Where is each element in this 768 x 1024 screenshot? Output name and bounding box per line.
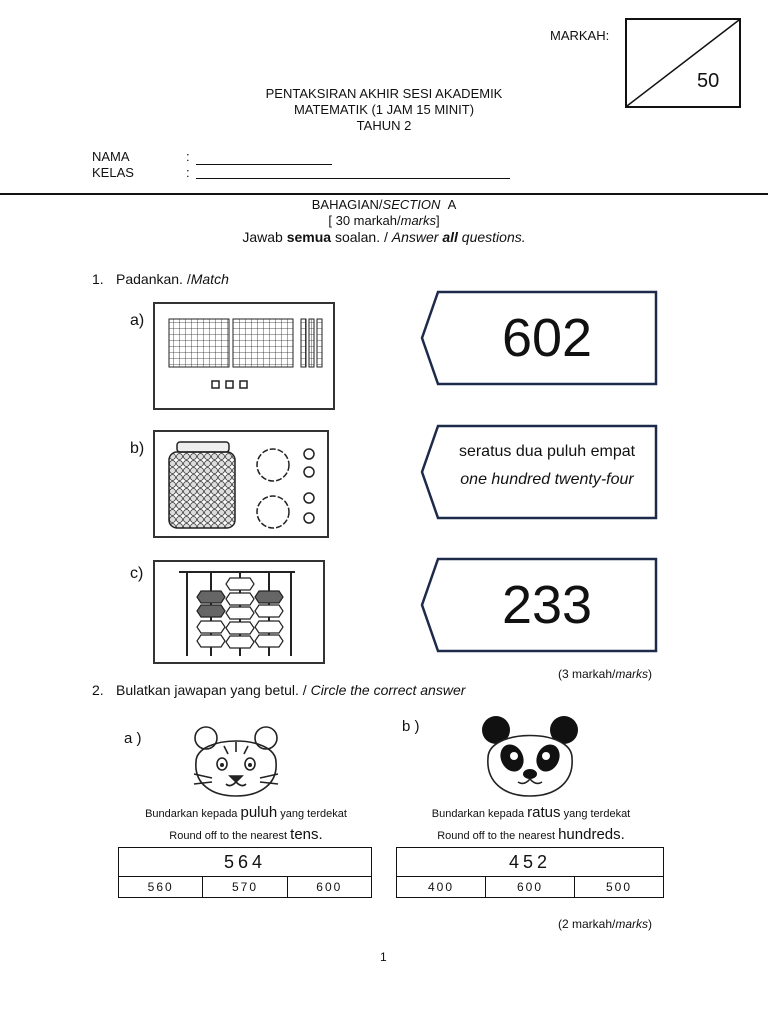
header-divider [0, 193, 768, 195]
q2a-number: 564 [119, 848, 371, 877]
q1-marks: (3 markah/marks) [558, 667, 653, 681]
base-ten-blocks-image [155, 304, 333, 408]
q2b-number: 452 [397, 848, 663, 877]
match-tag-233[interactable] [420, 557, 660, 653]
title-line3: TAHUN 2 [356, 118, 412, 133]
q2a-option[interactable]: 560 [119, 877, 203, 897]
total-marks: 50 [697, 70, 720, 92]
kelas-label: KELAS [92, 165, 134, 180]
q2b-malay-instruction: Bundarkan kepada ratus yang terdekat [431, 804, 631, 821]
nama-label: NAMA [92, 149, 130, 164]
match-tag-602[interactable] [420, 290, 660, 386]
match-tag-words[interactable] [420, 424, 660, 520]
q1-label-c: c) [130, 565, 144, 582]
base-ten-blocks-card [153, 302, 335, 410]
tag-words-malay: seratus dua puluh empat [458, 443, 636, 460]
title-line1: PENTAKSIRAN AKHIR SESI AKADEMIK [265, 86, 503, 101]
panda-illustration [478, 712, 582, 802]
kelas-field[interactable] [196, 178, 510, 179]
section-heading: BAHAGIAN/SECTION A [311, 197, 457, 212]
jar-beads-image [155, 432, 327, 536]
q2a-english-instruction: Round off to the nearest tens. [169, 826, 323, 843]
title-line2: MATEMATIK (1 JAM 15 MINIT) [293, 102, 475, 117]
page-number: 1 [380, 950, 387, 964]
q2a-option[interactable]: 600 [316, 880, 343, 894]
q2-number: 2. [92, 682, 104, 698]
q2a-option[interactable]: 570 [203, 877, 287, 897]
tag-words-english: one hundred twenty-four [460, 471, 634, 488]
q2-marks: (2 markah/marks) [558, 917, 653, 931]
q2b-option[interactable]: 600 [486, 877, 575, 897]
q1-label-b: b) [130, 440, 145, 457]
nama-colon: : [186, 149, 190, 164]
exam-title [184, 86, 584, 134]
q2a-malay-instruction: Bundarkan kepada puluh yang terdekat [145, 804, 347, 821]
q2b-answer-table [396, 847, 664, 898]
jar-beads-card [153, 430, 329, 538]
abacus-card [153, 560, 325, 664]
tag-value-233: 233 [501, 575, 593, 635]
markah-label: MARKAH: [550, 28, 610, 43]
q2b-option[interactable]: 400 [397, 877, 486, 897]
q1-label-a: a) [130, 312, 145, 329]
tag-value-602: 602 [501, 308, 593, 368]
q1-instruction: Padankan. /Match [116, 271, 229, 287]
abacus-image [155, 562, 323, 662]
section-instruction: Jawab semua soalan. / Answer all questions. [242, 229, 526, 245]
nama-field[interactable] [196, 164, 332, 165]
section-marks: [ 30 markah/marks] [328, 213, 440, 228]
marks-box [625, 18, 741, 108]
q1-number: 1. [92, 271, 104, 287]
q2b-option[interactable]: 500 [605, 880, 633, 894]
q2a-answer-table [118, 847, 372, 898]
q2-label-b: b ) [402, 718, 420, 735]
q2b-english-instruction: Round off to the nearest hundreds. [437, 826, 625, 843]
tiger-illustration [186, 722, 286, 800]
kelas-colon: : [186, 165, 190, 180]
q2-instruction: Bulatkan jawapan yang betul. / Circle the correct answer [116, 682, 466, 698]
q2-label-a: a ) [124, 730, 142, 747]
